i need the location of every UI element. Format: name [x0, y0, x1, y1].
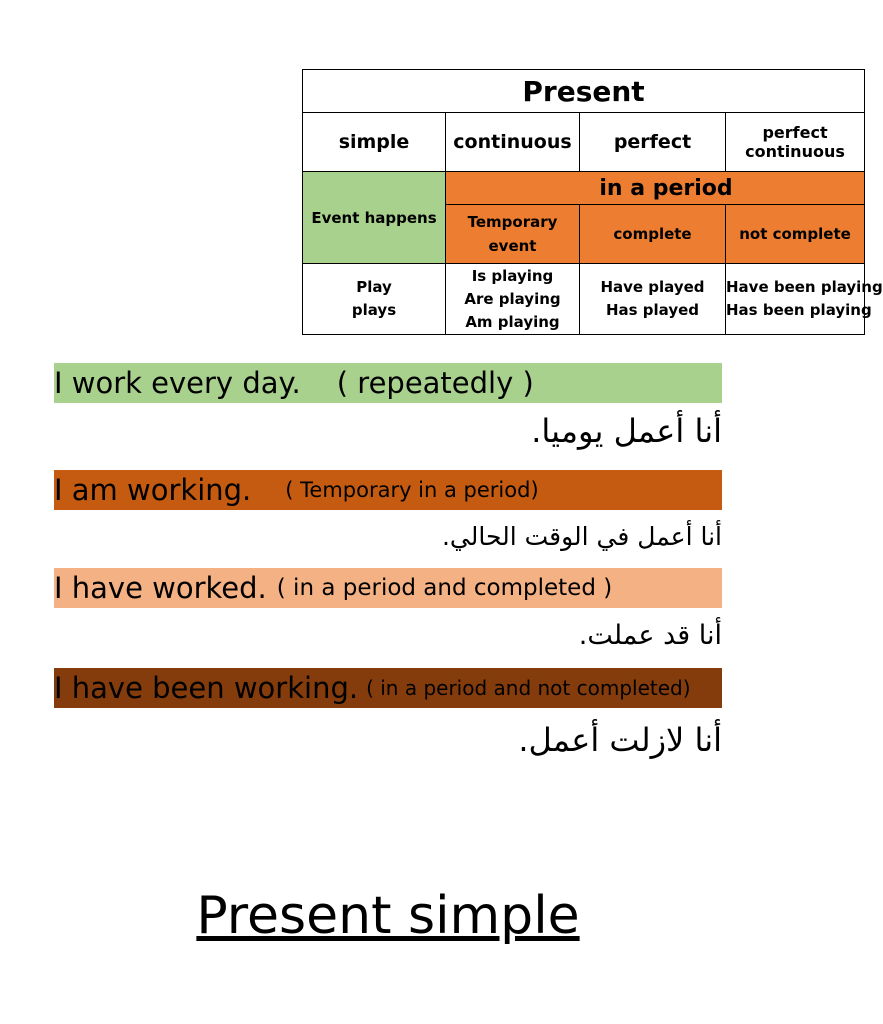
sentence-present-perfect [54, 568, 722, 608]
sentence-english: I work every day. [54, 366, 301, 400]
sentence-present-simple [54, 363, 722, 403]
sentence-note: ( Temporary in a period) [285, 478, 539, 502]
arabic-translation: أنا أعمل يوميا. [531, 412, 722, 450]
sentence-present-perfect-continuous [54, 668, 722, 708]
header-perfect: perfect [580, 113, 726, 172]
header-continuous: continuous [446, 113, 580, 172]
tense-table [302, 69, 883, 335]
sentence-note: ( in a period and not completed) [366, 676, 691, 700]
sentence-present-continuous [54, 470, 722, 510]
header-simple: simple [303, 113, 446, 172]
arabic-translation: أنا لازلت أعمل. [518, 721, 722, 759]
example-perfect-continuous: Have been playing Has been playing [726, 264, 865, 335]
temporary-event-cell: Temporary event [446, 205, 580, 264]
sentence-note: ( in a period and completed ) [276, 575, 613, 601]
header-perfect-continuous: perfect continuous [726, 113, 865, 172]
not-complete-cell: not complete [726, 205, 865, 264]
sentence-english: I have worked. [54, 571, 267, 605]
table-title: Present [303, 70, 865, 113]
tense-table-container [302, 69, 883, 337]
example-perfect: Have played Has played [580, 264, 726, 335]
sentence-english: I have been working. [54, 671, 359, 705]
sentence-note: ( repeatedly ) [336, 366, 534, 400]
page-heading: Present simple [196, 886, 580, 946]
sentence-english: I am working. [54, 473, 252, 507]
event-happens-cell: Event happens [303, 172, 446, 264]
arabic-translation: أنا قد عملت. [578, 620, 722, 651]
complete-cell: complete [580, 205, 726, 264]
example-simple: Play plays [303, 264, 446, 335]
arabic-translation: أنا أعمل في الوقت الحالي. [441, 522, 722, 551]
in-a-period-cell: in a period [446, 172, 865, 205]
example-continuous: Is playing Are playing Am playing [446, 264, 580, 335]
